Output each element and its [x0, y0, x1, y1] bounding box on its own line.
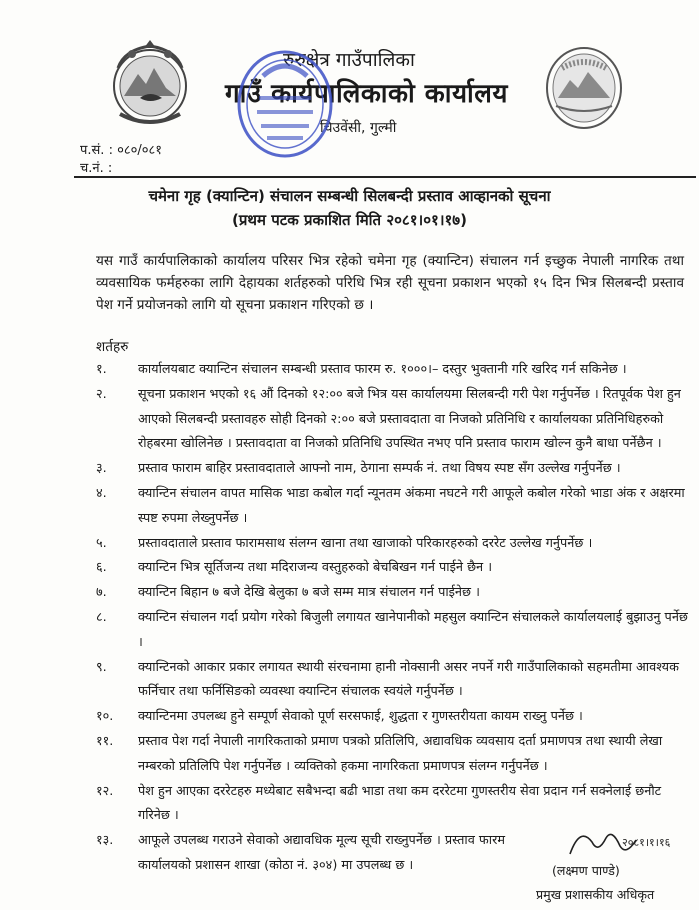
list-item: [96, 482, 694, 532]
signer-name: (लक्ष्मण पाण्डे): [552, 863, 620, 878]
nepal-emblem-icon: [104, 38, 196, 130]
list-item: [96, 829, 536, 879]
item-number: १३.: [96, 833, 114, 849]
signer-title: प्रमुख प्रशासकीय अधिकृत: [536, 887, 655, 902]
item-text: प्रस्ताव फाराम बाहिर प्रस्तावदाताले आफ्नो नाम, ठेगाना सम्पर्क नं. तथा विषय स्पष्ट सँग उल्लेख गर्नुपर्नेछ ।: [138, 461, 621, 477]
header-divider: [74, 176, 696, 178]
item-text: प्रस्ताव पेश गर्दा नेपाली नागरिकताको प्रमाण पत्रको प्रतिलिपि, अद्यावधिक व्यवसाय दर्ता प्रमाणपत्र तथा स्थायी लेखा नम्बरको प्रतिलिपि पेश गर्नुपर्नेछ । व्यक्तिको हकमा नागरिकता प्रमाणपत्र संलग्न गर्नुपर्नेछ ।: [138, 733, 663, 774]
municipality-name: रुरुक्षेत्र गाउँपालिका: [283, 49, 415, 71]
list-item: [96, 556, 694, 581]
item-text: क्यान्टिन भित्र सूर्तिजन्य तथा मदिराजन्य वस्तुहरुको बेचबिखन गर्न पाईने छैन ।: [138, 560, 493, 576]
list-item: [96, 532, 694, 557]
office-name: गाउँ कार्यपालिकाको कार्यालय: [225, 79, 508, 109]
list-item: [96, 730, 694, 780]
item-text: पेश हुन आएका दररेटहरु मध्येबाट सबैभन्दा बढी भाडा तथा कम दररेटमा गुणस्तरीय सेवा प्रदान गर्न सक्नेलाई छनौट गरिनेछ ।: [138, 783, 662, 824]
item-text: क्यान्टिन संचालन वापत मासिक भाडा कबोल गर्दा न्यूनतम अंकमा नघटने गरी आफूले कबोल गरेको भाडा अंक र अक्षरमा स्पष्ट रुपमा लेख्नुपर्नेछ ।: [138, 485, 685, 526]
municipality-logo-icon: [544, 46, 624, 130]
list-item: [96, 606, 694, 656]
item-number: ६.: [96, 560, 107, 576]
item-number: १२.: [96, 783, 114, 799]
item-number: ९.: [96, 659, 107, 675]
item-text: क्यान्टिनमा उपलब्ध हुने सम्पूर्ण सेवाको पूर्ण सरसफाई, शुद्धता र गुणस्तरीयता कायम राख्नु पर्नेछ ।: [138, 709, 583, 725]
item-text: प्रस्तावदाताले प्रस्ताव फारामसाथ संलग्न खाना तथा खाजाको परिकारहरुको दररेट उल्लेख गर्नुपर्नेछ ।: [138, 535, 593, 551]
list-item: [96, 705, 694, 730]
item-number: ५.: [96, 535, 107, 551]
list-item: [96, 358, 694, 383]
item-text: सूचना प्रकाशन भएको १६ औं दिनको १२:०० बजे भित्र यस कार्यालयमा सिलबन्दी गरी पेश गर्नुपर्नेछ । रितपूर्वक पेश हुन आएको सिलबन्दी प्रस्तावहरु सोही दिनको २:०० बजे प्रस्तावदाता वा निजको प्रतिनिधि र कार्यालयका प्रतिनिधिहरुको रोहबरमा खोलिनेछ । प्रस्तावदाता वा निजको प्रतिनिधि उपस्थित नभए पनि प्रस्ताव फाराम खोल्न कुनै बाधा पर्नेछैन ।: [138, 386, 681, 452]
item-number: ११.: [96, 733, 114, 749]
chalani-number: च.नं. :: [80, 161, 113, 176]
list-item: [96, 656, 694, 706]
notice-subtitle: (प्रथम पटक प्रकाशित मिति २०८१।०१।१७): [232, 211, 467, 229]
item-text: आफूले उपलब्ध गराउने सेवाको अद्यावधिक मूल्य सूची राख्नुपर्नेछ । प्रस्ताव फारम कार्यालयको प्रशासन शाखा (कोठा नं. ३०४) मा उपलब्ध छ ।: [138, 833, 505, 873]
list-item: [96, 383, 694, 457]
notice-title: चमेना गृह (क्यान्टिन) संचालन सम्बन्धी सिलबन्दी प्रस्ताव आव्हानको सूचना: [148, 187, 551, 205]
conditions-heading: शर्तहरु: [96, 339, 129, 355]
intro-paragraph: यस गाउँ कार्यपालिकाको कार्यालय परिसर भित्र रहेको चमेना गृह (क्यान्टिन) संचालन गर्न इच्छुक नेपाली नागरिक तथा व्यवसायिक फर्महरुका लागि देहायका शर्तहरुको परिधि भित्र रही सूचना प्रकाशन भएको १५ दिन भित्र सिलबन्दी प्रस्ताव पेश गर्ने प्रयोजनको लागि यो सूचना प्रकाशन गरिएको छ ।: [96, 253, 684, 313]
item-text: क्यान्टिनको आकार प्रकार लगायत स्थायी संरचनामा हानी नोक्सानी असर नपर्ने गरी गाउँपालिकाको सहमतीमा आवश्यक फर्निचार तथा फर्निसिङको व्यवस्था क्यान्टिन संचालक स्वयंले गर्नुपर्नेछ ।: [138, 659, 679, 700]
signature-icon: [562, 820, 692, 868]
office-address: चिउवेंसी, गुल्मी: [320, 120, 397, 136]
item-text: कार्यालयबाट क्यान्टिन संचालन सम्बन्धी प्रस्ताव फारम रु. १०००।– दस्तुर भुक्तानी गरि खरिद गर्न सकिनेछ ।: [138, 362, 627, 377]
item-number: ७.: [96, 585, 107, 601]
item-number: १०.: [96, 709, 114, 725]
item-text: क्यान्टिन संचालन गर्दा प्रयोग गरेको बिजुली लगायत खानेपानीको महसुल क्यान्टिन संचालकले कार्यालयलाई बुझाउनु पर्नेछ ।: [138, 609, 688, 650]
signature-date: २०८१।१।१६: [622, 836, 671, 849]
item-number: १.: [96, 362, 107, 377]
item-number: ३.: [96, 461, 107, 477]
item-text: क्यान्टिन बिहान ७ बजे देखि बेलुका ७ बजे सम्म मात्र संचालन गर्न पाईनेछ ।: [138, 585, 480, 601]
item-number: २.: [96, 386, 107, 402]
list-item: [96, 581, 694, 606]
list-item: [96, 457, 694, 482]
patra-sankhya: प.सं. : ०८०/०८१: [80, 143, 163, 158]
conditions-list: [96, 358, 694, 879]
office-stamp-icon: [233, 46, 333, 158]
item-number: ४.: [96, 485, 107, 501]
item-number: ८.: [96, 609, 107, 625]
